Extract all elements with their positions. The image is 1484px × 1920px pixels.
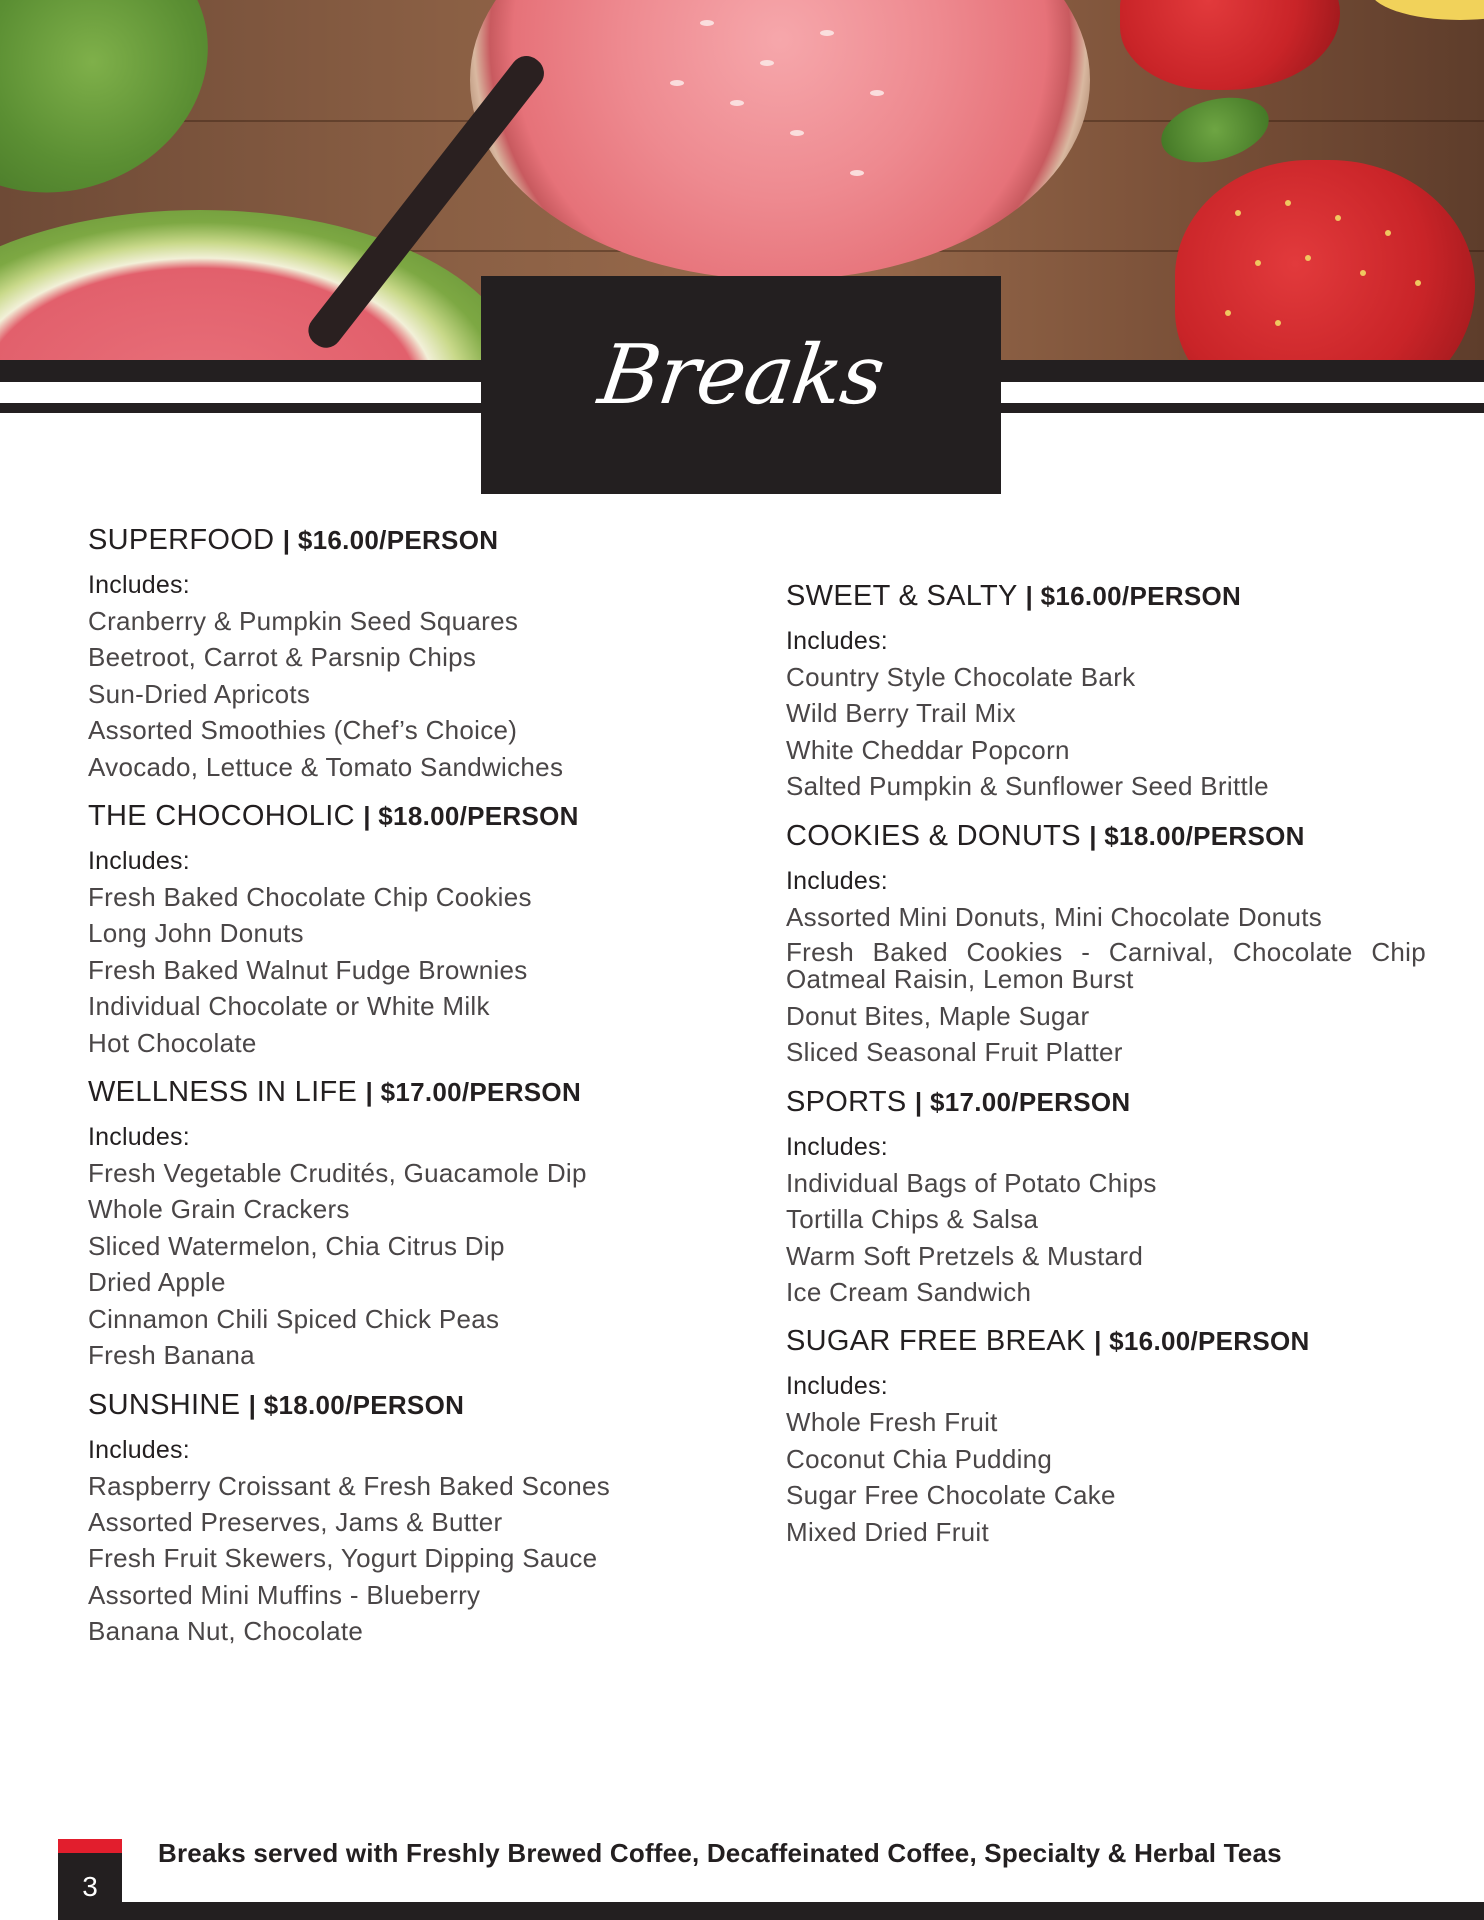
menu-section	[786, 815, 1466, 1071]
menu-item: Dried Apple	[88, 1267, 226, 1298]
menu-item: Assorted Mini Donuts, Mini Chocolate Donuts	[786, 901, 1323, 932]
menu-item: Fresh Baked Cookies - Carnival, Chocolate Chip Oatmeal Raisin, Lemon Burst	[786, 937, 1426, 995]
section-price: | $17.00/PERSON	[365, 1077, 582, 1108]
includes-label: Includes:	[786, 1372, 888, 1401]
menu-item: Ice Cream Sandwich	[786, 1277, 1032, 1308]
includes-label: Includes:	[88, 1123, 190, 1152]
menu-item: Cinnamon Chili Spiced Chick Peas	[88, 1303, 500, 1334]
menu-item: Individual Bags of Potato Chips	[786, 1167, 1157, 1198]
menu-item: Donut Bites, Maple Sugar	[786, 1001, 1090, 1032]
menu-section	[786, 1081, 1466, 1311]
menu-item: Fresh Fruit Skewers, Yogurt Dipping Sauce	[88, 1543, 598, 1574]
menu-item: Hot Chocolate	[88, 1027, 257, 1058]
section-name: SUPERFOOD	[88, 524, 275, 556]
section-price: | $17.00/PERSON	[914, 1086, 1131, 1117]
menu-item: Whole Grain Crackers	[88, 1194, 350, 1225]
section-name: WELLNESS IN LIFE	[88, 1076, 358, 1109]
menu-item: Fresh Vegetable Crudités, Guacamole Dip	[88, 1158, 587, 1189]
page-title: Breaks	[592, 327, 890, 423]
footer-bar	[122, 1902, 1484, 1920]
menu-item: Coconut Chia Pudding	[786, 1443, 1053, 1474]
footer-note: Breaks served with Freshly Brewed Coffee, Decaffeinated Coffee, Specialty & Herbal Teas	[158, 1838, 1282, 1868]
menu-item: Raspberry Croissant & Fresh Baked Scones	[88, 1470, 611, 1501]
menu-item: Whole Fresh Fruit	[786, 1407, 998, 1438]
section-price: | $16.00/PERSON	[282, 525, 499, 555]
menu-section	[786, 575, 1466, 805]
basil-leaf	[0, 0, 245, 233]
section-heading	[786, 815, 1466, 857]
title-box	[481, 276, 1001, 494]
menu-item: Country Style Chocolate Bark	[786, 662, 1136, 692]
menu-item: Sugar Free Chocolate Cake	[786, 1480, 1116, 1511]
section-name: THE CHOCOHOLIC	[88, 800, 355, 833]
menu-item: Sliced Watermelon, Chia Citrus Dip	[88, 1230, 505, 1261]
section-price: | $18.00/PERSON	[248, 1389, 465, 1420]
section-name: SPORTS	[786, 1085, 907, 1118]
menu-section	[88, 795, 768, 1061]
menu-item: Avocado, Lettuce & Tomato Sandwiches	[88, 751, 564, 782]
menu-item: Wild Berry Trail Mix	[786, 698, 1016, 729]
menu-item: Sliced Seasonal Fruit Platter	[786, 1037, 1123, 1068]
menu-item: Assorted Preserves, Jams & Butter	[88, 1506, 503, 1537]
menu-section	[88, 1384, 768, 1650]
menu-item: Long John Donuts	[88, 918, 304, 949]
lemon-slice	[1370, 0, 1484, 20]
section-heading	[88, 1384, 768, 1426]
menu-column-right	[786, 575, 1466, 1560]
strawberry	[1120, 0, 1340, 90]
includes-label: Includes:	[786, 1132, 888, 1161]
watermelon-slice	[0, 210, 520, 362]
section-name: COOKIES & DONUTS	[786, 819, 1081, 852]
strawberry-leaves	[1154, 87, 1276, 173]
section-name: SUGAR FREE BREAK	[786, 1325, 1086, 1358]
section-heading	[88, 519, 768, 561]
menu-item: Salted Pumpkin & Sunflower Seed Brittle	[786, 771, 1269, 802]
menu-item: Banana Nut, Chocolate	[88, 1616, 364, 1647]
menu-section	[88, 1071, 768, 1373]
menu-section	[786, 1320, 1466, 1550]
section-heading	[88, 1071, 768, 1113]
strawberry	[1175, 160, 1475, 362]
section-price: | $18.00/PERSON	[1089, 820, 1305, 851]
page-number: 3	[58, 1853, 122, 1920]
smoothie-jar	[470, 0, 1090, 280]
menu-item: Fresh Baked Walnut Fudge Brownies	[88, 954, 528, 985]
menu-section	[88, 519, 768, 785]
section-price: | $16.00/PERSON	[1094, 1326, 1310, 1357]
menu-item: Warm Soft Pretzels & Mustard	[786, 1240, 1144, 1271]
section-name: SWEET & SALTY	[786, 580, 1018, 612]
includes-label: Includes:	[88, 571, 190, 599]
includes-label: Includes:	[88, 1435, 190, 1464]
menu-item: Assorted Smoothies (Chef’s Choice)	[88, 715, 518, 746]
menu-item: Individual Chocolate or White Milk	[88, 991, 490, 1022]
includes-label: Includes:	[88, 847, 190, 876]
includes-label: Includes:	[786, 627, 888, 655]
section-heading	[786, 1320, 1466, 1362]
menu-item: Beetroot, Carrot & Parsnip Chips	[88, 642, 477, 673]
section-name: SUNSHINE	[88, 1388, 241, 1421]
menu-item: Fresh Banana	[88, 1340, 255, 1371]
menu-item: Mixed Dried Fruit	[786, 1516, 990, 1547]
menu-item: Assorted Mini Muffins - Blueberry	[88, 1579, 481, 1610]
menu-column-left	[88, 519, 768, 1660]
menu-item: Sun-Dried Apricots	[88, 678, 311, 709]
menu-item: Fresh Baked Chocolate Chip Cookies	[88, 882, 532, 913]
section-price: | $18.00/PERSON	[363, 801, 579, 832]
section-heading	[786, 575, 1466, 617]
menu-item: Cranberry & Pumpkin Seed Squares	[88, 606, 519, 636]
section-price: | $16.00/PERSON	[1025, 581, 1242, 611]
includes-label: Includes:	[786, 866, 888, 895]
menu-item: White Cheddar Popcorn	[786, 734, 1070, 765]
section-heading	[88, 795, 768, 837]
page-number-accent	[58, 1839, 122, 1853]
menu-item: Tortilla Chips & Salsa	[786, 1204, 1039, 1235]
section-heading	[786, 1081, 1466, 1123]
